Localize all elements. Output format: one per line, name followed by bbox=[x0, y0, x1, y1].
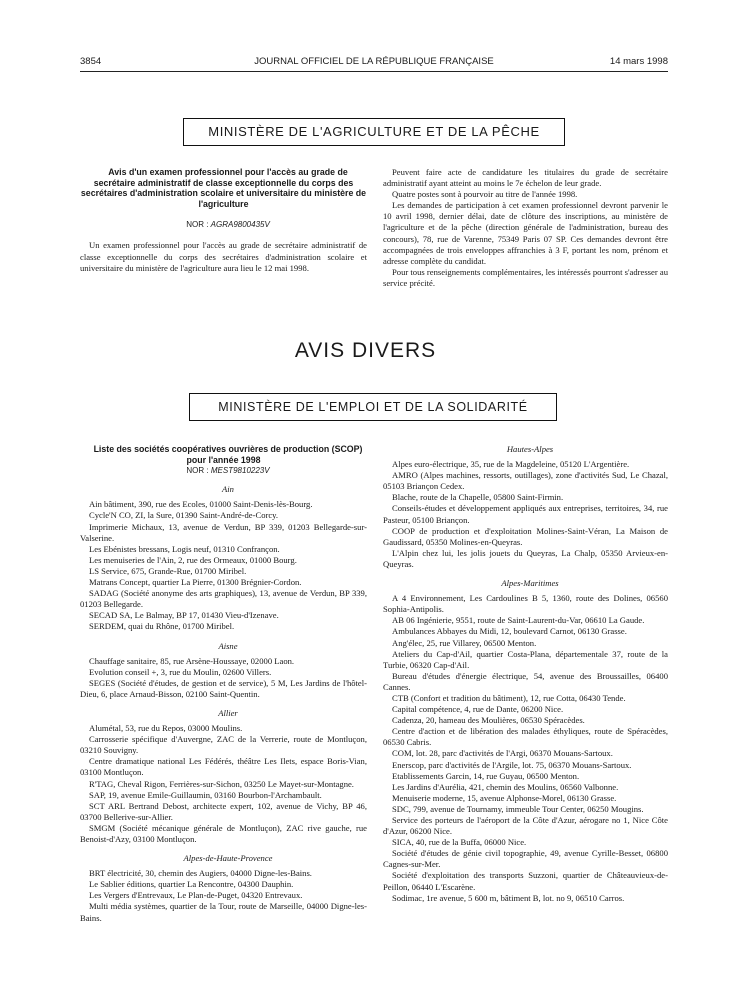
nor-reference: NOR : MEST9810223V bbox=[186, 466, 270, 476]
header-rule bbox=[80, 71, 668, 72]
cooperative-entry: Les menuiseries de l'Ain, 2, rue des Ormeaux, 01000 Bourg. bbox=[89, 554, 297, 565]
agriculture-right-column bbox=[383, 167, 668, 289]
cooperative-entry: SMGM (Société mécanique générale de Montluçon), ZAC rive gauche, rue Benoist-d'Azy, 03100 Montluçon. bbox=[80, 822, 367, 844]
cooperative-entry: Imprimerie Michaux, 13, avenue de Verdun, BP 339, 01203 Bellegarde-sur-Valserine. bbox=[80, 521, 367, 543]
cooperative-entry: R'TAG, Cheval Rigon, Ferrières-sur-Sichon, 03250 Le Mayet-sur-Montagne. bbox=[89, 778, 354, 789]
nor-reference: NOR : AGRA9800435V bbox=[186, 220, 270, 230]
cooperative-entry: Etablissements Garcin, 14, rue Guyau, 06500 Menton. bbox=[392, 770, 580, 781]
department-heading: Allier bbox=[218, 707, 238, 718]
cooperative-entry: Multi média systèmes, quartier de la Tour, route de Marseille, 04000 Digne-les-Bains. bbox=[80, 901, 367, 923]
cooperative-entry: Les Vergers d'Entrevaux, Le Plan-de-Puget, 04320 Entrevaux. bbox=[89, 890, 303, 901]
paragraph: Pour tous renseignements complémentaires, les intéressés pourront s'adresser au service précité. bbox=[383, 266, 668, 288]
cooperative-entry: Sodimac, 1re avenue, 5 600 m, bâtiment B, lot. no 9, 06510 Carros. bbox=[392, 892, 625, 903]
cooperative-entry: Conseils-études et développement appliqués aux entreprises, territoires, 34, rue Pasteur, 05100 Briançon. bbox=[383, 503, 668, 525]
page-number: 3854 bbox=[80, 56, 102, 67]
department-section bbox=[80, 484, 367, 632]
paragraph: Quatre postes sont à pourvoir au titre de l'année 1998. bbox=[392, 189, 578, 200]
nor-code: MEST9810223V bbox=[210, 466, 270, 476]
ministry-agriculture-heading: MINISTÈRE DE L'AGRICULTURE ET DE LA PÊCHE bbox=[183, 118, 565, 146]
department-section bbox=[383, 570, 668, 904]
department-heading: Alpes-de-Haute-Provence bbox=[183, 853, 273, 864]
cooperative-entry: BRT électricité, 30, chemin des Augiers, 04000 Digne-les-Bains. bbox=[89, 868, 312, 879]
department-section bbox=[80, 700, 367, 845]
cooperative-entry: SCT ARL Bertrand Debost, architecte expert, 102, avenue de Vichy, BP 46, 03700 Bellerive-sur-Allier. bbox=[80, 800, 367, 822]
cooperative-entry: Chauffage sanitaire, 85, rue Arsène-Houssaye, 02000 Laon. bbox=[89, 655, 295, 666]
cooperative-entry: SADAG (Société anonyme des arts graphiques), 13, avenue de Verdun, BP 339, 01203 Bellegarde. bbox=[80, 588, 367, 610]
cooperative-entry: Alumétal, 53, rue du Repos, 03000 Moulins. bbox=[89, 723, 243, 734]
department-heading: Alpes-Maritimes bbox=[501, 578, 559, 589]
cooperative-entry: Matrans Concept, quartier La Pierre, 01300 Brégnier-Cordon. bbox=[89, 577, 302, 588]
ministry-emploi-heading: MINISTÈRE DE L'EMPLOI ET DE LA SOLIDARITÉ bbox=[189, 393, 557, 421]
paragraph: Les demandes de participation à cet examen professionnel devront parvenir le 10 avril 1998, dernier délai, date de clôture des inscriptions, au ministère de l'agriculture et de la pêche (direction générale de l'administration, bureau des concours), 78, rue de Varenne, 75349 Paris 07 SP. Ces demandes devront être accompagnées de trois enveloppes affranchies à 3 F, portant les nom, prénom et adresse complète du candidat. bbox=[383, 200, 668, 266]
cooperative-entry: COOP de production et d'exploitation Molines-Saint-Véran, La Maison de Gaudissard, 05350 Molines-en-Queyras. bbox=[383, 525, 668, 547]
cooperative-entry: Blache, route de la Chapelle, 05800 Saint-Firmin. bbox=[392, 492, 564, 503]
department-heading: Ain bbox=[222, 484, 234, 495]
cooperative-entry: Service des porteurs de l'aéroport de la Côte d'Azur, aérogare no 1, Nice Côte d'Azur, 06200 Nice. bbox=[383, 815, 668, 837]
agriculture-left-column bbox=[80, 167, 367, 274]
cooperative-entry: Menuiserie moderne, 15, avenue Alphonse-Morel, 06130 Grasse. bbox=[392, 792, 617, 803]
cooperative-entry: Le Sablier éditions, quartier La Rencontre, 04300 Dauphin. bbox=[89, 879, 294, 890]
cooperative-entry: Centre dramatique national Les Fédérés, théâtre Les Ilets, espace Boris-Vian, 03100 Montluçon. bbox=[80, 756, 367, 778]
department-section bbox=[383, 444, 668, 570]
cooperative-entry: SAP, 19, avenue Emile-Guillaumin, 03160 Bourbon-l'Archambault. bbox=[89, 789, 322, 800]
cooperative-entry: CTB (Confort et tradition du bâtiment), 12, rue Cotta, 06430 Tende. bbox=[392, 692, 626, 703]
cooperative-entry: Les Ebénistes bressans, Logis neuf, 01310 Confrançon. bbox=[89, 543, 280, 554]
cooperative-entry: Ateliers du Cap-d'Ail, quartier Costa-Plana, départementale 37, route de la Turbie, 06320 Cap-d'Ail. bbox=[383, 648, 668, 670]
cooperative-entry: Cycle'N CO, ZI, la Sure, 01390 Saint-André-de-Corcy. bbox=[89, 510, 279, 521]
cooperative-entry: Ang'élec, 25, rue Villarey, 06500 Menton. bbox=[392, 637, 537, 648]
cooperative-entry: SECAD SA, Le Balmay, BP 17, 01430 Vieu-d'Izenave. bbox=[89, 610, 279, 621]
cooperative-entry: Bureau d'études d'énergie électrique, 54, avenue des Broussailles, 06400 Cannes. bbox=[383, 670, 668, 692]
paragraph: Peuvent faire acte de candidature les titulaires du grade de secrétaire administratif ayant atteint au moins le 7e échelon de leur grade. bbox=[383, 167, 668, 189]
cooperative-entry: Les Jardins d'Aurélia, 421, chemin des Moulins, 06560 Valbonne. bbox=[392, 781, 619, 792]
cooperative-entry: Ain bâtiment, 390, rue des Ecoles, 01000 Saint-Denis-lès-Bourg. bbox=[89, 499, 313, 510]
issue-date: 14 mars 1998 bbox=[609, 56, 668, 67]
cooperative-entry: LS Service, 675, Grande-Rue, 01700 Miribel. bbox=[89, 565, 247, 576]
cooperative-entry: SEGES (Société d'études, de gestion et de service), 5 M, Les Jardins de l'hôtel-Dieu, 6, place Arnaud-Bisson, 02100 Saint-Quentin. bbox=[80, 677, 367, 699]
journal-title: JOURNAL OFFICIEL DE LA RÉPUBLIQUE FRANÇAISE bbox=[254, 56, 494, 67]
cooperative-entry: Société d'exploitation des transports Suzzoni, quartier de Châteauvieux-de-Peillon, 06440 L'Escarène. bbox=[383, 870, 668, 892]
page-header bbox=[80, 56, 668, 70]
scop-right-column bbox=[383, 444, 668, 904]
cooperative-entry: SICA, 40, rue de la Buffa, 06000 Nice. bbox=[392, 837, 527, 848]
cooperative-entry: SERDEM, quai du Rhône, 01700 Miribel. bbox=[89, 621, 235, 632]
cooperative-entry: AMRO (Alpes machines, ressorts, outillages), zone d'activités Sud, Le Chazal, 05103 Briançon Cedex. bbox=[383, 470, 668, 492]
cooperative-entry: Carrosserie spécifique d'Auvergne, ZAC de la Verrerie, route de Montluçon, 03210 Souvigny. bbox=[80, 734, 367, 756]
nor-code: AGRA9800435V bbox=[210, 220, 270, 230]
scop-list-title: Liste des sociétés coopératives ouvrières de production (SCOP) pour l'année 1998 bbox=[93, 444, 363, 465]
cooperative-entry: A 4 Environnement, Les Cardoulines B 5, 1360, route des Dolines, 06560 Sophia-Antipolis. bbox=[383, 593, 668, 615]
cooperative-entry: Cadenza, 20, hameau des Moulières, 06530 Spéracèdes. bbox=[392, 715, 585, 726]
cooperative-entry: Evolution conseil +, 3, rue du Moulin, 02600 Villers. bbox=[89, 666, 272, 677]
department-heading: Hautes-Alpes bbox=[506, 444, 554, 454]
exam-notice-title: Avis d'un examen professionnel pour l'accès au grade de secrétaire administratif de classe exceptionnelle du corps des secrétaires d'administration scolaire et universitaire du ministère de l'agriculture bbox=[80, 167, 367, 209]
department-section bbox=[80, 633, 367, 700]
cooperative-entry: SDC, 799, avenue de Tournamy, immeuble Tour Center, 06250 Mougins. bbox=[392, 803, 644, 814]
department-heading: Aisne bbox=[218, 640, 238, 651]
cooperative-entry: Société d'études de génie civil topographie, 49, avenue Cyrille-Besset, 06800 Cagnes-sur-Mer. bbox=[383, 848, 668, 870]
department-sections-right bbox=[383, 444, 668, 904]
scop-left-column bbox=[80, 444, 367, 924]
cooperative-entry: COM, lot. 28, parc d'activités de l'Argi, 06370 Mouans-Sartoux. bbox=[392, 748, 613, 759]
cooperative-entry: Enerscop, parc d'activités de l'Argile, lot. 75, 06370 Mouans-Sartoux. bbox=[392, 759, 632, 770]
cooperative-entry: L'Alpin chez lui, les jolis jouets du Queyras, La Chalp, 05350 Arvieux-en-Queyras. bbox=[383, 547, 668, 569]
cooperative-entry: AB 06 Ingénierie, 9551, route de Saint-Laurent-du-Var, 06610 La Gaude. bbox=[392, 615, 645, 626]
department-section bbox=[80, 845, 367, 924]
cooperative-entry: Centre d'action et de libération des malades éthyliques, route de Spéracèdes, 06530 Cabris. bbox=[383, 726, 668, 748]
cooperative-entry: Capital compétence, 4, rue de Dante, 06200 Nice. bbox=[392, 704, 564, 715]
exam-notice-paragraph: Un examen professionnel pour l'accès au grade de secrétaire administratif de classe exceptionnelle du corps des secrétaires d'administration scolaire et universitaire du ministère de l'agriculture aura lieu le 12 mai 1998. bbox=[80, 240, 367, 273]
avis-divers-heading: AVIS DIVERS bbox=[294, 339, 437, 362]
department-sections-left bbox=[80, 484, 367, 923]
cooperative-entry: Alpes euro-électrique, 35, rue de la Magdeleine, 05120 L'Argentière. bbox=[392, 459, 630, 470]
cooperative-entry: Ambulances Abbayes du Midi, 12, boulevard Carnot, 06130 Grasse. bbox=[392, 626, 627, 637]
